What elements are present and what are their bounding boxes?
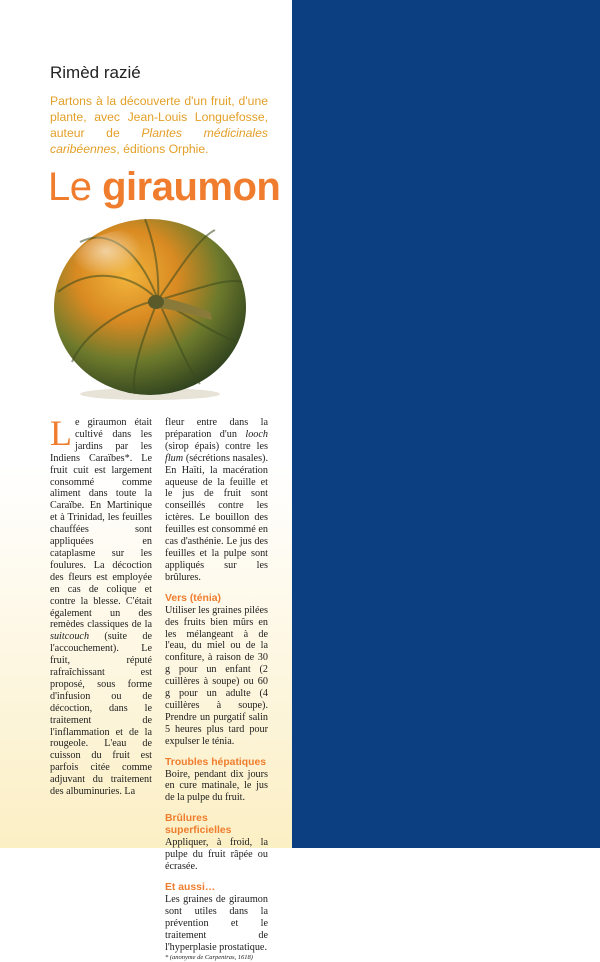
body-text: (sirop épais) contre les xyxy=(165,440,268,452)
section-text: Boire, pendant dix jours en cure matinale, le jus de la pulpe du fruit. xyxy=(165,768,268,804)
section-heading: Vers (ténia) xyxy=(165,592,222,604)
title-article: Le xyxy=(48,165,103,209)
footnote: * (anonyme de Carpentras, 1618) xyxy=(165,953,253,961)
body-italic: looch xyxy=(245,428,268,440)
title-word: giraumon xyxy=(102,165,281,209)
body-italic: flum xyxy=(165,452,186,464)
body-text: (suite de l'accouchement). Le fruit, réputé rafraîchissant est proposé, sous forme d'infusion ou de décoction, dans le traitement de l'inflammation et de la rougeole. L'eau de cuisson du fruit est parfois citée comme adjuvant du traitement des albuminuries. La xyxy=(50,631,152,798)
section-text: Utiliser les graines pilées des fruits bien mûrs en les mélangeant à de l'eau, du miel ou de la confiture, à raison de 30 g pour un enfant (2 cuillères à soupe) ou 60 g pour un adulte (4 cuillères à soupe). Prendre un purgatif salin 5 heures plus tard pour expulser le ténia. xyxy=(165,604,268,747)
body-text: fleur entre dans la préparation d'un xyxy=(165,417,268,440)
section-label: Rimèd razié xyxy=(50,63,141,82)
section-heading: Et aussi… xyxy=(165,882,216,893)
body-text: e giraumon était cultivé dans les jardins par les Indiens Caraïbes*. Le fruit cuit est largement consommé comme aliment dans toute la Caraïbe. En Martinique et à Trinidad, les feuilles chauffées sont appliquées en cataplasme sur les foulures. La décoction des fleurs est employée en cas de colique et contre la blesse. C'était également un des remèdes classiques de la xyxy=(50,417,152,631)
section-heading: Brûlures superficielles xyxy=(165,813,232,837)
body-text: (sécrétions nasales). En Haïti, la macération aqueuse de la feuille et le jus de fruit sont conseillés contre les ictères. Le bouillon des feuilles est consommé en cas d'asthénie. Le jus des feuilles et la pulpe sont appliqués sur les brûlures. xyxy=(165,452,268,583)
book-title: Plantes médicinales caribéennes xyxy=(50,126,269,156)
article-title xyxy=(48,165,280,210)
squash-image xyxy=(50,212,250,402)
body-continuation xyxy=(165,417,268,584)
blue-panel xyxy=(292,0,600,848)
section-heading: Troubles hépatiques xyxy=(165,756,267,768)
article-column-2 xyxy=(165,417,268,962)
article-column-1 xyxy=(50,413,152,798)
drop-cap: L xyxy=(50,413,72,453)
section-text: Les graines de giraumon sont utiles dans la prévention et le traitement de l'hyperplasie prostatique. xyxy=(165,894,268,953)
body-italic: suitcouch xyxy=(50,631,90,643)
section-text: Appliquer, à froid, la pulpe du fruit râpée ou écrasée. xyxy=(165,837,268,873)
intro-text xyxy=(50,93,268,157)
intro-before: Partons à la découverte d'un fruit, d'une plante, avec Jean-Louis Longuefosse, auteur de xyxy=(50,94,268,140)
intro-after: , éditions Orphie. xyxy=(116,142,209,156)
